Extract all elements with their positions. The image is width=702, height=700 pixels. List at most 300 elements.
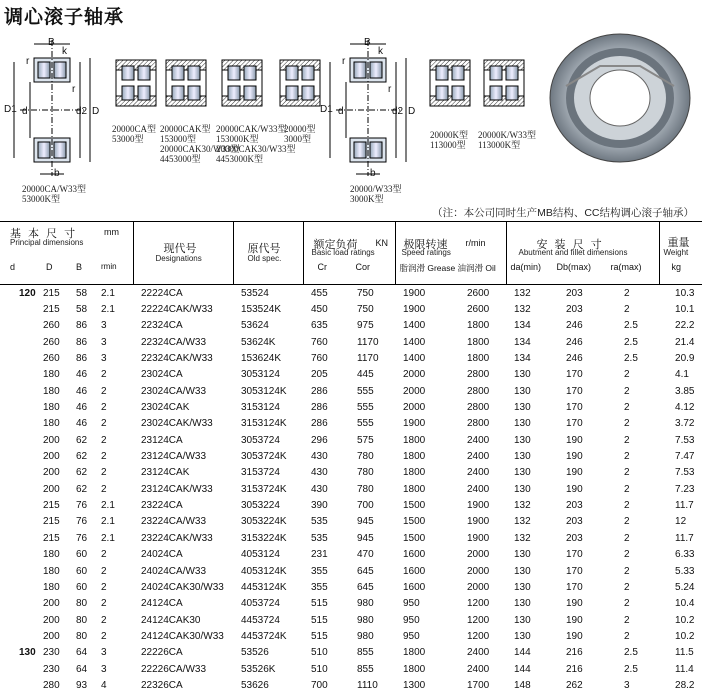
cell-db: 203: [566, 500, 583, 512]
cell-designation: 23024CAK/W33: [141, 418, 213, 430]
cell-ra: 2: [624, 565, 630, 577]
cell-cr: 430: [311, 483, 328, 495]
cell-old-spec: 3153124: [241, 402, 280, 414]
cell-d: [0, 497, 30, 513]
dim-k-right: k: [378, 46, 383, 57]
cell-da: 132: [514, 287, 531, 299]
cell-grease: 1400: [403, 320, 426, 332]
cell-cor: 945: [357, 532, 374, 544]
cell-ra: 2: [624, 516, 630, 528]
cell-cor: 1110: [357, 679, 378, 691]
cell-designation: 22224CA: [141, 287, 183, 299]
table-row: [0, 465, 702, 481]
cell-cr: 286: [311, 418, 328, 430]
cell-old-spec: 4453724K: [241, 630, 287, 642]
cell-B: 80: [76, 614, 88, 626]
cell-B: 93: [76, 679, 88, 691]
cell-db: 203: [566, 304, 583, 316]
cell-oil: 2800: [467, 385, 490, 397]
cell-oil: 1200: [467, 614, 490, 626]
cell-ra: 2: [624, 630, 630, 642]
cell-designation: 24024CAK30/W33: [141, 581, 224, 593]
cell-d: [0, 612, 30, 628]
cell-designation: 24024CA/W33: [141, 565, 207, 577]
k-w33-type-drawing: [484, 60, 524, 106]
page-title: 调心滚子轴承: [4, 7, 125, 28]
cell-rmin: 2: [101, 418, 107, 430]
cell-da: 130: [514, 418, 531, 430]
cell-designation: 22324CAK/W33: [141, 353, 213, 365]
cell-da: 130: [514, 483, 531, 495]
cell-d: [0, 530, 30, 546]
cell-d: [0, 579, 30, 595]
cell-rmin: 2.1: [101, 287, 115, 299]
table-row: [0, 383, 702, 399]
header-col-B: B: [76, 262, 83, 272]
cell-grease: 2000: [403, 369, 426, 381]
cell-cr: 700: [311, 679, 328, 691]
cell-B: 46: [76, 369, 88, 381]
bearing-spec-table: [0, 221, 702, 694]
table-row: [0, 416, 702, 432]
cell-B: 46: [76, 418, 88, 430]
cell-B: 46: [76, 385, 88, 397]
header-col-rmin: rmin: [101, 262, 117, 271]
cell-old-spec: 3053124K: [241, 385, 287, 397]
cell-D: 200: [43, 630, 60, 642]
header-abut-en: Abutment and fillet dimensions: [518, 248, 628, 257]
cell-D: 200: [43, 598, 60, 610]
cell-oil: 1900: [467, 532, 490, 544]
cell-cr: 231: [311, 549, 328, 561]
cell-weight: 10.1: [675, 304, 695, 316]
cell-weight: 6.33: [675, 549, 695, 561]
cell-designation: 22326CA: [141, 679, 183, 691]
production-note: （注：本公司同时生产MB结构、CC结构调心滚子轴承）: [432, 207, 694, 219]
cell-weight: 12: [675, 516, 687, 528]
cell-ra: 2: [624, 304, 630, 316]
cell-oil: 2600: [467, 287, 490, 299]
header-weight-cn: 重量: [667, 237, 690, 249]
cell-d: [0, 383, 30, 399]
cell-D: 215: [43, 516, 60, 528]
header-abut-db: Db(max): [556, 262, 592, 272]
dim-k-left: k: [62, 46, 67, 57]
cell-rmin: 2: [101, 630, 107, 642]
dim-d2-right: d2: [392, 106, 404, 117]
cell-cor: 945: [357, 516, 374, 528]
cell-rmin: 2: [101, 598, 107, 610]
cell-grease: 1900: [403, 287, 426, 299]
cell-weight: 22.2: [675, 320, 695, 332]
cell-old-spec: 3053124: [241, 369, 280, 381]
cell-D: 180: [43, 369, 60, 381]
cell-rmin: 3: [101, 353, 107, 365]
dim-B-left: B: [48, 37, 55, 48]
cell-cr: 450: [311, 304, 328, 316]
cell-cr: 390: [311, 500, 328, 512]
cell-cor: 1170: [357, 353, 379, 365]
cell-grease: 1900: [403, 304, 426, 316]
cell-oil: 2800: [467, 369, 490, 381]
cell-ra: 2: [624, 451, 630, 463]
cell-weight: 11.4: [675, 663, 694, 675]
table-row: [0, 563, 702, 579]
cell-da: 130: [514, 630, 531, 642]
table-row: [0, 367, 702, 383]
cell-weight: 3.85: [675, 385, 695, 397]
cell-D: 280: [43, 679, 60, 691]
cell-da: 130: [514, 451, 531, 463]
cell-old-spec: 3153724: [241, 467, 280, 479]
label-cak-w33: 20000CAK/W33型 153000K型 20000CAK30/W33型 4453000K型: [216, 124, 296, 164]
cell-B: 62: [76, 467, 88, 479]
cell-D: 200: [43, 434, 60, 446]
cell-rmin: 3: [101, 663, 107, 675]
table-row: [0, 661, 702, 677]
cell-B: 62: [76, 483, 88, 495]
cell-B: 76: [76, 532, 88, 544]
cell-d: [0, 628, 30, 644]
cell-rmin: 3: [101, 647, 107, 659]
cell-cor: 780: [357, 451, 374, 463]
cell-B: 58: [76, 287, 88, 299]
cell-B: 86: [76, 336, 88, 348]
cell-B: 46: [76, 402, 88, 414]
cell-weight: 5.33: [675, 565, 695, 577]
cell-da: 130: [514, 565, 531, 577]
header-old-en: Old spec.: [247, 254, 282, 263]
cell-ra: 2: [624, 287, 630, 299]
cell-db: 246: [566, 320, 583, 332]
table-row: [0, 497, 702, 513]
cell-cor: 445: [357, 369, 374, 381]
cell-cr: 430: [311, 467, 328, 479]
cell-ra: 2.5: [624, 353, 638, 365]
cell-oil: 2600: [467, 304, 490, 316]
cell-D: 260: [43, 320, 60, 332]
cell-cr: 760: [311, 336, 328, 348]
header-weight: [659, 222, 702, 285]
cell-weight: 7.53: [675, 467, 695, 479]
cell-grease: 1300: [403, 679, 426, 691]
cell-weight: 4.1: [675, 369, 689, 381]
cell-grease: 950: [403, 598, 420, 610]
cell-rmin: 2.1: [101, 304, 115, 316]
header-designation: [133, 222, 233, 285]
cell-D: 180: [43, 549, 60, 561]
cak-type-drawing: [166, 60, 206, 106]
cell-designation: 22226CA/W33: [141, 663, 207, 675]
cell-old-spec: 153524K: [241, 304, 282, 316]
header-load: [303, 222, 395, 285]
cell-db: 246: [566, 336, 583, 348]
cell-designation: 23224CAK/W33: [141, 532, 213, 544]
cell-da: 130: [514, 369, 531, 381]
cell-old-spec: 4053124K: [241, 565, 287, 577]
label-3000: 20000型 3000型: [284, 124, 316, 144]
cell-D: 230: [43, 647, 60, 659]
cell-B: 60: [76, 549, 88, 561]
cell-db: 190: [566, 451, 583, 463]
cell-designation: 22224CAK/W33: [141, 304, 213, 316]
cell-grease: 1400: [403, 336, 426, 348]
cell-da: 144: [514, 663, 531, 675]
cell-grease: 1800: [403, 647, 426, 659]
cell-weight: 4.12: [675, 402, 695, 414]
cell-d: [0, 481, 30, 497]
header-speed-grease: 脂润滑 Grease: [399, 263, 456, 273]
cell-designation: 22226CA: [141, 647, 183, 659]
cell-D: 230: [43, 663, 60, 675]
cell-da: 130: [514, 614, 531, 626]
cell-oil: 1800: [467, 320, 490, 332]
cell-rmin: 2: [101, 451, 107, 463]
cell-cr: 515: [311, 598, 328, 610]
cell-B: 58: [76, 304, 88, 316]
cell-grease: 1800: [403, 663, 426, 675]
cell-old-spec: 3053724: [241, 434, 280, 446]
cell-cr: 455: [311, 287, 328, 299]
cell-old-spec: 53526K: [241, 663, 276, 675]
cell-db: 170: [566, 565, 583, 577]
cell-d: [0, 661, 30, 677]
cell-da: 130: [514, 467, 531, 479]
header-speed-unit: r/min: [465, 238, 486, 248]
table-row: [0, 530, 702, 546]
cell-cor: 855: [357, 663, 374, 675]
header-abut-da: da(min): [510, 262, 542, 272]
cell-d: [0, 514, 30, 530]
cell-designation: 23124CA: [141, 434, 183, 446]
cell-ra: 2.5: [624, 320, 638, 332]
header-basic-dims: [0, 222, 133, 285]
cell-old-spec: 153624K: [241, 353, 282, 365]
cell-d: [0, 677, 30, 693]
dim-r-left-1: r: [26, 56, 30, 67]
cell-da: 130: [514, 549, 531, 561]
type-3000-drawing: [280, 60, 320, 106]
cell-D: 180: [43, 581, 60, 593]
cell-D: 215: [43, 532, 60, 544]
cell-da: 130: [514, 434, 531, 446]
cell-B: 62: [76, 434, 88, 446]
cell-cr: 296: [311, 434, 328, 446]
header-basic-dims-en: Principal dimensions: [10, 238, 84, 247]
table-row: [0, 514, 702, 530]
ca-type-drawing: [116, 60, 156, 106]
cell-d: 120: [19, 287, 36, 299]
cell-rmin: 2: [101, 565, 107, 577]
cell-B: 80: [76, 630, 88, 642]
header-speed: [395, 222, 506, 285]
header-speed-en: Speed ratings: [401, 248, 451, 257]
cell-B: 60: [76, 581, 88, 593]
cell-old-spec: 4453124K: [241, 581, 287, 593]
dim-D-left: D: [92, 106, 100, 117]
cell-ra: 2.5: [624, 336, 638, 348]
cell-cr: 515: [311, 630, 328, 642]
table-body: [0, 285, 702, 694]
cell-oil: 2400: [467, 467, 490, 479]
cell-db: 170: [566, 385, 583, 397]
cell-rmin: 2: [101, 581, 107, 593]
cell-cr: 355: [311, 565, 328, 577]
table-row: [0, 285, 702, 302]
cell-ra: 2: [624, 369, 630, 381]
cell-db: 170: [566, 581, 583, 593]
cell-rmin: 2: [101, 483, 107, 495]
header-weight-unit: kg: [671, 262, 682, 272]
cell-grease: 950: [403, 614, 420, 626]
cell-D: 200: [43, 614, 60, 626]
table-row: [0, 612, 702, 628]
cell-da: 132: [514, 532, 531, 544]
cell-designation: 23124CA/W33: [141, 451, 207, 463]
table-row: [0, 481, 702, 497]
cell-cr: 635: [311, 320, 328, 332]
table-row: [0, 318, 702, 334]
cell-oil: 1900: [467, 516, 490, 528]
cell-db: 190: [566, 614, 583, 626]
cell-weight: 11.5: [675, 647, 694, 659]
dim-D-right: D: [408, 106, 416, 117]
bearing-drawings-svg: [0, 26, 702, 204]
cell-D: 200: [43, 467, 60, 479]
cell-grease: 1600: [403, 565, 426, 577]
header-old-cn: 原代号: [247, 243, 281, 255]
cell-D: 260: [43, 353, 60, 365]
cell-d: [0, 563, 30, 579]
cell-weight: 10.3: [675, 287, 695, 299]
cell-cr: 760: [311, 353, 328, 365]
cell-rmin: 2.1: [101, 516, 115, 528]
dim-D1-right: D1: [320, 104, 333, 115]
table-row: [0, 628, 702, 644]
cell-grease: 2000: [403, 402, 426, 414]
cell-cr: 510: [311, 663, 328, 675]
cell-cr: 355: [311, 581, 328, 593]
cell-old-spec: 3053224: [241, 500, 280, 512]
cell-cr: 286: [311, 402, 328, 414]
cell-da: 130: [514, 598, 531, 610]
cell-old-spec: 3153124K: [241, 418, 287, 430]
table-row: [0, 334, 702, 350]
table-row: [0, 432, 702, 448]
cell-cor: 980: [357, 598, 374, 610]
cell-db: 190: [566, 434, 583, 446]
cell-da: 130: [514, 581, 531, 593]
header-abut-ra: ra(max): [610, 262, 642, 272]
header-col-D: D: [46, 262, 53, 272]
cell-old-spec: 3053724K: [241, 451, 287, 463]
table-row: [0, 448, 702, 464]
table-row: [0, 596, 702, 612]
cell-old-spec: 3153224K: [241, 532, 287, 544]
cell-cor: 1170: [357, 336, 379, 348]
cell-ra: 2: [624, 532, 630, 544]
cell-rmin: 2.1: [101, 500, 115, 512]
cell-oil: 1900: [467, 500, 490, 512]
cell-ra: 2: [624, 581, 630, 593]
cell-designation: 24124CAK30/W33: [141, 630, 224, 642]
cell-cor: 575: [357, 434, 374, 446]
cell-B: 76: [76, 516, 88, 528]
cell-oil: 2000: [467, 581, 490, 593]
cell-grease: 1600: [403, 581, 426, 593]
cell-db: 190: [566, 630, 583, 642]
cell-designation: 23124CAK/W33: [141, 483, 213, 495]
cell-ra: 2: [624, 549, 630, 561]
cell-cor: 855: [357, 647, 374, 659]
cell-designation: 23224CA: [141, 500, 183, 512]
cell-weight: 3.72: [675, 418, 695, 430]
cell-da: 144: [514, 647, 531, 659]
label-left-main: 20000CA/W33型 53000K型: [22, 184, 86, 204]
cell-designation: 24024CA: [141, 549, 183, 561]
dim-d-right: d: [338, 106, 344, 117]
cell-D: 200: [43, 483, 60, 495]
cell-d: [0, 432, 30, 448]
cell-rmin: 2: [101, 614, 107, 626]
cell-rmin: 3: [101, 320, 107, 332]
cell-grease: 1500: [403, 532, 426, 544]
header-load-cn: 额定负荷: [313, 239, 358, 251]
cell-da: 132: [514, 500, 531, 512]
cell-oil: 2800: [467, 402, 490, 414]
cell-weight: 7.53: [675, 434, 695, 446]
cell-d: [0, 399, 30, 415]
header-load-cr: Cr: [317, 262, 327, 272]
cell-D: 260: [43, 336, 60, 348]
cell-d: [0, 448, 30, 464]
cell-rmin: 2: [101, 385, 107, 397]
cell-rmin: 2: [101, 467, 107, 479]
header-old-spec: [233, 222, 303, 285]
header-speed-cn: 极限转速: [403, 239, 448, 251]
table-row: [0, 350, 702, 366]
cell-ra: 3: [624, 679, 630, 691]
cell-grease: 950: [403, 630, 420, 642]
cell-D: 180: [43, 418, 60, 430]
cell-old-spec: 3053224K: [241, 516, 287, 528]
cell-rmin: 2: [101, 434, 107, 446]
dim-r-right-1: r: [342, 56, 346, 67]
cell-ra: 2.5: [624, 663, 638, 675]
cell-db: 190: [566, 467, 583, 479]
cell-grease: 1600: [403, 549, 426, 561]
cell-designation: 23024CA/W33: [141, 385, 207, 397]
cell-ra: 2: [624, 500, 630, 512]
cell-designation: 22324CA: [141, 320, 183, 332]
cell-db: 170: [566, 549, 583, 561]
cell-oil: 1800: [467, 336, 490, 348]
cell-cr: 510: [311, 647, 328, 659]
cell-cor: 555: [357, 418, 374, 430]
cell-cor: 780: [357, 467, 374, 479]
cell-designation: 22324CA/W33: [141, 336, 207, 348]
cell-rmin: 2: [101, 369, 107, 381]
cell-grease: 2000: [403, 385, 426, 397]
cell-rmin: 2: [101, 549, 107, 561]
cell-oil: 1800: [467, 353, 490, 365]
cell-B: 86: [76, 320, 88, 332]
dim-r-left-2: r: [72, 84, 76, 95]
cell-designation: 23024CA: [141, 369, 183, 381]
cell-grease: 1800: [403, 434, 426, 446]
cell-D: 200: [43, 451, 60, 463]
cell-d: [0, 416, 30, 432]
